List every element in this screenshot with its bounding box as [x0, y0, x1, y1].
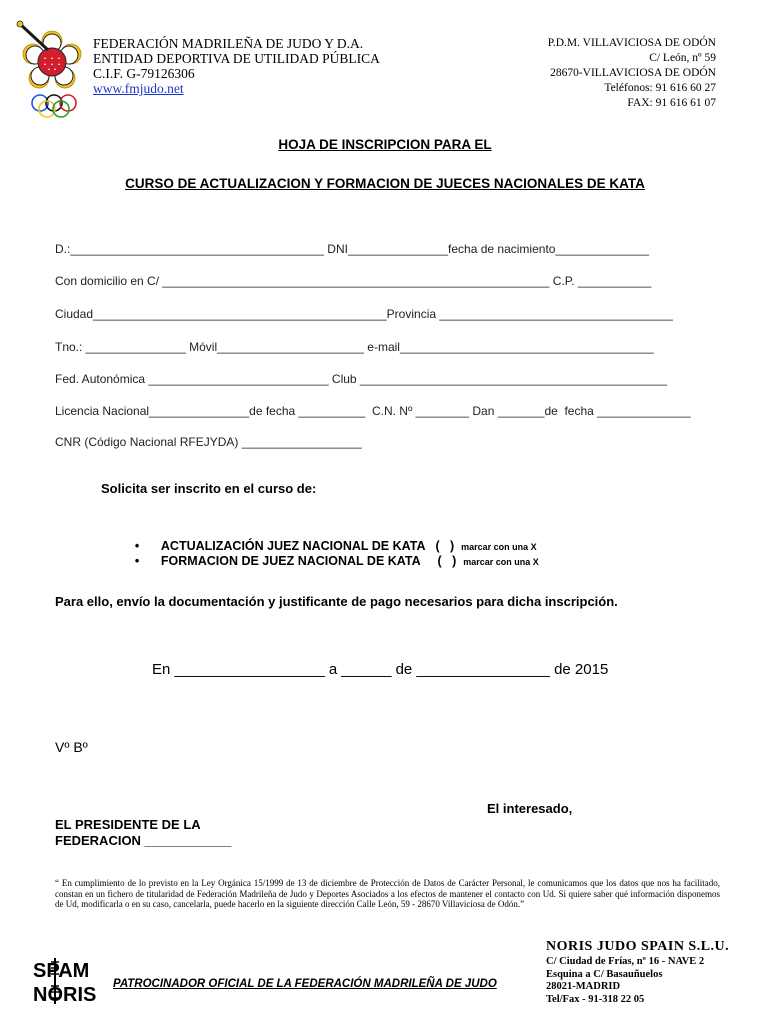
- address-line: P.D.M. VILLAVICIOSA DE ODÓN: [547, 37, 716, 49]
- option-actualizacion[interactable]: • ACTUALIZACIÓN JUEZ NACIONAL DE KATA ( ) marcar con una X: [134, 539, 537, 553]
- org-subtitle: ENTIDAD DEPORTIVA DE UTILIDAD PÚBLICA: [93, 51, 380, 66]
- data-protection-notice: “ En cumplimiento de lo previsto en la Ley Orgánica 15/1999 de 13 de diciembre de Protección de Datos de Carácter Personal, le comunicamos que los datos que nos ha facilitado, constan en un fichero de titularidad de Federación Madrileña de Judo y Deportes Asociados a los efectos de mantener el contacto con Ud. Si quiere saber qué información disponemos de Ud, modificarla o en su caso, cancelarla, puede hacerlo en la siguiente dirección Calle León, 59 - 28670 Villaviciosa de Odón.”: [55, 878, 720, 909]
- course-options: [121, 525, 539, 568]
- checkbox-marker[interactable]: ( ): [437, 554, 457, 568]
- request-text: Solicita ser inscrito en el curso de:: [101, 481, 317, 496]
- city-province-field[interactable]: Ciudad____________________________________________Provincia ___________________________________: [55, 307, 673, 321]
- sponsor-address-line: Tel/Fax - 91-318 22 05: [546, 993, 645, 1005]
- federation-logo: [14, 18, 92, 118]
- org-name: FEDERACIÓN MADRILEÑA DE JUDO Y D.A.: [93, 36, 364, 51]
- sponsor-address-line: Esquina a C/ Basauñuelos: [546, 968, 663, 980]
- address-line: FAX: 91 616 61 07: [627, 97, 716, 109]
- date-place-field[interactable]: En __________________ a ______ de ________________ de 2015: [152, 661, 609, 678]
- license-dan-field[interactable]: Licencia Nacional_______________de fecha __________ C.N. Nº ________ Dan _______de fecha ______________: [55, 404, 691, 418]
- name-dni-birthdate-field[interactable]: D.:______________________________________ DNI_______________fecha de nacimiento______________: [55, 242, 649, 256]
- address-line: Teléfonos: 91 616 60 27: [604, 82, 716, 94]
- sponsor-address-line: 28021-MADRID: [546, 981, 621, 992]
- address-block: [548, 36, 716, 111]
- bullet-icon: •: [134, 554, 140, 568]
- president-signature-label: EL PRESIDENTE DE LA FEDERACION ____________: [55, 817, 232, 848]
- form-title: HOJA DE INSCRIPCION PARA EL: [278, 137, 492, 152]
- option-hint: marcar con una X: [463, 557, 539, 567]
- org-cif: C.I.F. G-79126306: [93, 66, 195, 81]
- sponsor-address: [546, 956, 704, 1006]
- option-hint: marcar con una X: [461, 542, 537, 552]
- bullet-icon: •: [134, 539, 140, 553]
- applicant-signature-label: El interesado,: [487, 801, 573, 816]
- course-title: CURSO DE ACTUALIZACION Y FORMACION DE JUECES NACIONALES DE KATA: [125, 176, 645, 191]
- address-line: C/ León, nº 59: [649, 52, 716, 64]
- address-line: 28670-VILLAVICIOSA DE ODÓN: [550, 67, 716, 79]
- federation-club-field[interactable]: Fed. Autonómica ___________________________ Club ______________________________________________: [55, 372, 667, 386]
- sponsor-address-line: C/ Ciudad de Frías, nº 16 - NAVE 2: [546, 956, 705, 967]
- spam-noris-logo: [31, 956, 101, 1006]
- documentation-note: Para ello, envío la documentación y justificante de pago necesarios para dicha inscripción.: [55, 594, 618, 609]
- phone-mobile-email-field[interactable]: Tno.: _______________ Móvil______________________ e-mail______________________________________: [55, 340, 654, 354]
- logo-text-bottom: NORIS: [33, 984, 97, 1006]
- option-formacion[interactable]: • FORMACION DE JUEZ NACIONAL DE KATA ( ) marcar con una X: [134, 554, 539, 568]
- sponsor-text: PATROCINADOR OFICIAL DE LA FEDERACIÓN MADRILEÑA DE JUDO: [113, 978, 497, 990]
- website-link[interactable]: www.fmjudo.net: [93, 81, 184, 96]
- cnr-field[interactable]: CNR (Código Nacional RFEJYDA) __________________: [55, 435, 362, 449]
- federation-header: [93, 36, 380, 96]
- checkbox-marker[interactable]: ( ): [435, 539, 455, 553]
- sponsor-company-name: NORIS JUDO SPAIN S.L.U.: [546, 939, 730, 954]
- address-postcode-field[interactable]: Con domicilio en C/ __________________________________________________________ C.P. ___________: [55, 274, 652, 288]
- approval-label: Vº Bº: [55, 739, 88, 755]
- logo-text-top: SPAM: [33, 960, 90, 982]
